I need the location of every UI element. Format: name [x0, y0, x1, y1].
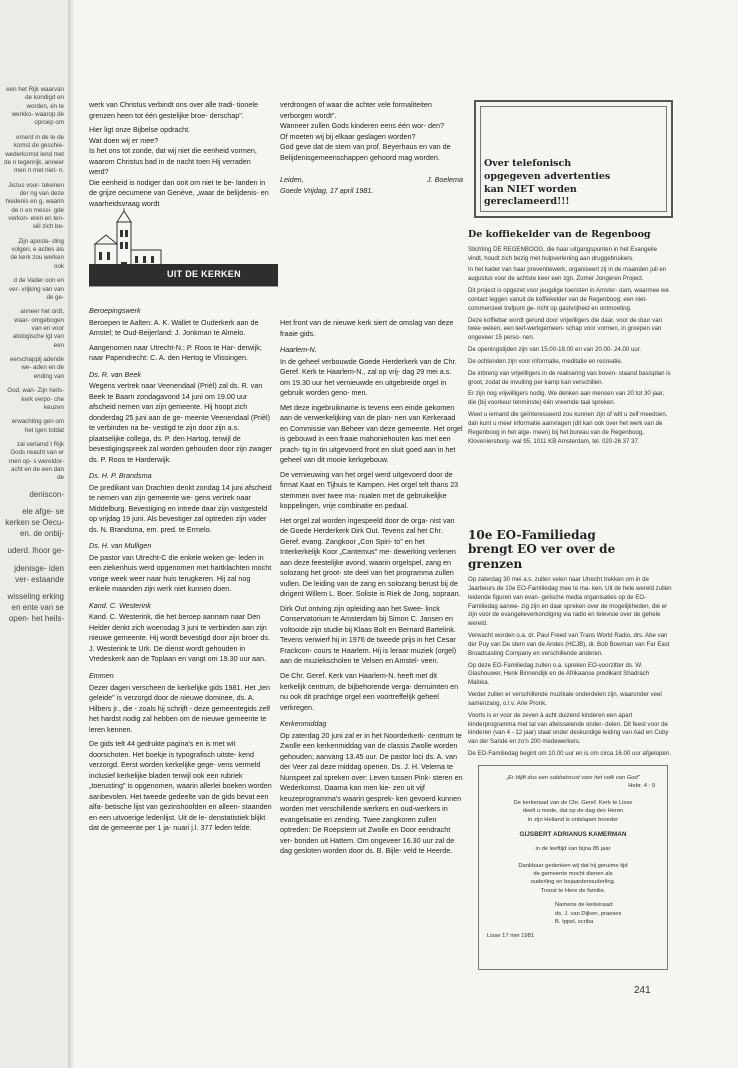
- section-title: UIT DE KERKEN: [167, 269, 241, 279]
- notice-text: in zijn Heiland is ontslapen broeder: [527, 816, 619, 823]
- subheading: Ds. H. van Mulligen: [89, 541, 152, 551]
- paragraph: Wegens vertrek naar Veenendaal (Prièl) zal ds. R. van Beek te Baarn zondagavond 14 juni om 19.00 uur afscheid nemen van zijn gemeente. Hij hoopt zich donderdag 25 juni aan de ge- meente Veenendaal (Prièl) te verbinden na be- vestigd te zijn door zijn a.s. plaatselijke collega, ds. P. den Hartog, terwijl de bevestigingspreek zal worden gehouden door zijn zwager ds. P. Roos te Harderwijk.: [89, 381, 272, 464]
- notice-line: Over telefonisch: [484, 158, 572, 169]
- paragraph: Is het ons tot zonde, dat wij niet die eenheid vormen, waarom Christus bad in de nacht toen Hij verraden werd?: [89, 146, 257, 177]
- page-number: 241: [634, 985, 651, 996]
- paragraph: Hier ligt onze Bijbelse opdracht.: [89, 125, 191, 135]
- notice-line: kan NIET worden: [484, 183, 577, 195]
- death-notice: [478, 765, 668, 970]
- gutter-text: Zijn aposte- ding volgen, e acties als de kerk zou werken ook: [10, 237, 64, 270]
- subheading: Kerkenmiddag: [280, 719, 327, 729]
- notice-text: [484, 158, 610, 209]
- subheading: Beroepingswerk: [89, 306, 141, 315]
- notice-text: Troost te Here de familie.: [540, 887, 606, 894]
- paragraph: Op zaterdag 30 mei a.s. zullen velen naar Utrecht trekken om in de Jaarbeurs de 10e EO-Familiedag mee te ma- ken. Uit de hele wereld zullen leidende figuren van evan- gelische media organisaties op de EO-Familiedag aanwe- zig zijn en daar spreken over de mogelijkheden, die er zijn voor de evangelieverkondiging via radio en televisie over de gehele wereld.: [468, 576, 672, 628]
- section-banner: [89, 264, 278, 287]
- paragraph: werk van Christus verbindt ons over alle tradi- tionele grenzen heen tot één gestelijke broe- derschap".: [89, 100, 258, 120]
- eo-familiedag-article: [468, 528, 672, 762]
- notice-line: opgegeven advertenties: [484, 170, 611, 182]
- church-news-column-2: [280, 318, 463, 861]
- gutter-text: jdenisge- iden ver- estaande: [14, 563, 64, 584]
- notice-signatories: [555, 901, 667, 926]
- notice-text: Namens de kerkeraad:: [555, 902, 614, 909]
- paragraph: Het orgel zal worden ingespeeld door de orga- nist van de Goede Herderkerk Dirk Out. Tevens zal het Chr. Geref. evang. Zangkoor „Con Spiri- to" en het Interkerkelijk Koor „Cantemus" me- dewerking verlenen aan deze feestelijke avond, waarin orgelspel, zang en solozang het groot- ste deel van het programma zullen vullen. De leiding van de zang en solozang berust bij de dirigent Willem L. Boer. Soliste is Riek de Jong, sopraan.: [280, 515, 461, 599]
- article-continuation-left: [89, 100, 272, 213]
- article-subtitle: brengt EO ver over de grenzen: [468, 542, 616, 571]
- paragraph: In de geheel verbouwde Goede Herderkerk van de Chr. Geref. Kerk te Haarlem-N., zal op vrij- dag 29 mei a.s. om 19.30 uur het vernieuwde en uitgebreide orgel in gebruik worden geno- men.: [280, 356, 457, 398]
- previous-page-edge: [0, 0, 72, 1068]
- subheading: Ds. R. van Beek: [89, 369, 141, 379]
- subheading: Emmen: [89, 670, 114, 680]
- gutter-text: Jezus voor- tekenen der ng van deze hiedenis en g, waarin de n en messi- gde verkon- eren en ten- sël zich be-: [5, 181, 64, 231]
- notice-quote: „Er blijft dus een sabbatsrust voor het volk van God": [506, 775, 640, 781]
- gutter-text: anneer het ordt, waar- omgebogen van en voor atologische igt van een: [12, 308, 64, 349]
- notice-text: ds. J. van Dijken, praeses: [555, 910, 622, 917]
- subheading: Ds. H. P. Brandsma: [89, 471, 152, 481]
- gutter-text: deniscon-: [29, 489, 64, 499]
- paragraph: Voorts is er voor de zeven à acht duizend kinderen een apart kinderprogramma met tal van afwisselende onder- delen. Dit feest voor de kinderen (van 4 - 12 jaar) staat onder deskundige leiding van Aad en Coby van der Sande en zo'n 200 medewerkers.: [468, 711, 669, 746]
- paragraph: Dirk Out ontving zijn opleiding aan het Swee- linck Conservatorium te Amsterdam bij Simon C. Jansen en voltooide zijn studie bij Klaas Bolt en Bernard Bartelink. Tevens verwierf hij in 1976 de tweede prijs in het Cesar Frackcon- cours te Haarlem. Hij is leraar muziek (orgel) aan de muziekscholen te Velsen en Amstel- veen.: [280, 603, 457, 666]
- notice-text: in de leeftijd van bijna 85 jaar: [535, 846, 611, 853]
- gutter-text: d de Vader oon en ver- vrijking van van de ge-: [8, 277, 64, 301]
- article-continuation-right: [280, 100, 463, 196]
- paragraph: Deze koffiebar wordt gerund door vrijwilligers die daar, voor de duur van twee weken, een leef-werkgemeen- schap voor vormen, in groepen van ongeveer 15 perso- nen.: [468, 316, 662, 342]
- paragraph: Dezer dagen verscheen de kerkelijke gids 1981. Het „ten geleide" is verzorgd door de nieuwe dominee, ds. A. Hilbers jr., die - zoals hij schrijft - deze gemeentegids zelf het hardst nodig zal hebben om de nieuwe gemeente te leren kennen.: [89, 682, 270, 734]
- paragraph: De openingstijden zijn van 15.00-18.00 en van 20.00- 24.00 uur.: [468, 346, 642, 354]
- notice-text: ouderling en bejaardenouderling.: [530, 879, 616, 886]
- article-title: 10e EO-Familiedag: [468, 528, 596, 542]
- paragraph: God geve dat de stem van prof. Beyerhaus en van de Belijdenisgemeenschappen gehoord mag worden.: [280, 142, 451, 162]
- paragraph: Aangenomen naar Utrecht-N.: P. Roos te Har- derwijk; naar Papendrecht: C. A. den Hertog te Vlissingen.: [89, 342, 262, 363]
- paragraph: De Chr. Geref. Kerk van Haarlem-N. heeft met dit kerkelijk centrum, de bijbehorende verga- derruimten en nu ook dit prachtige orgel een voortreffelijk geheel verkregen.: [280, 670, 459, 712]
- paragraph: De ochtenden zijn voor informatie, meditatie en recreatie.: [468, 357, 623, 365]
- paragraph: In het kader van haar preventiewerk, organiseert zij in de maanden juli en augustus voor de achtste keer een zgn. Zomer Jongeren Project.: [468, 266, 667, 283]
- paragraph: De predikant van Drachten denkt zondag 14 juni afscheid te nemen van zijn gemeente we- gens vertrek naar Middelburg. Bevestiging en intrede daar zijn vastgesteld op vrijdag 19 juni. Als bevestiger zal optreden zijn vader ds. N. Brandsma, em. pred. te Ermelo.: [89, 482, 272, 534]
- paragraph: De gids telt 44 gedrukte pagina's en is met wit doorschoten. Het boekje is typografisch uitste- kend verzorgd. Eerst worden kerkelijke gege- vens vermeld inclusief kerkelijke bladen terwijl ook een rubriek „toerusting" is opgenomen, waarin allerlei boeken worden aanbevolen. Het tweede gedeelte van de gids bevat een alfa- betische lijst van gezinshoofden en alleen- staanden en een uitvoerige ledenlijst. Uit de le- denstatistiek blijkt dat de gemeente per 1 ja- nuari j.l. 377 leden telde.: [89, 739, 272, 833]
- notice-deceased-name: GIJSBERT ADRIANUS KAMERMAN: [519, 830, 627, 838]
- paragraph: Die eenheid is nodiger dan ooit om niet te be- landen in de grijze oecumene van Genève, „waar de belijdenis- en waarheidsvraag wordt: [89, 177, 269, 208]
- notice-place-date: Lisse 17 mei 1981: [487, 933, 535, 940]
- paragraph: Kand. C. Westerink, die het beroep aannam naar Den Helder denkt zich woensdag 3 juni te verbinden aan zijn nieuwe gemeente. Hij wordt bevestigd door zijn broer ds. J. Westerink te Urk. De dienst wordt gehouden in Vredeskerk aan de Toplaan en vangt om 19.30 uur aan.: [89, 612, 270, 664]
- paragraph: Op deze EO-Familiedag zullen o.a. spreken EO-voorzitter ds. W. Glashouwer, Henk Binnendijk en de Afrikaanse predikant Shadrach Maloka.: [468, 661, 650, 687]
- article-title: De koffiekelder van de Regenboog: [468, 229, 651, 240]
- paragraph: Het front van de nieuwe kerk siert de omslag van deze fraaie gids.: [280, 318, 454, 338]
- paragraph: Op zaterdag 20 juni zal er in het Noorderkerk- centrum te Zwolle een kerkenmiddag van de classis Zwolle worden gehouden; aanvang 13.45 uur. De pastor loci ds. A. van der Veer zal deze middag openen. Ds. J. H. Velema te Nunspeet zal spreken over: Leven tussen Pink- steren en Wederkomst. Daarna kan men kie- zen uit vijf keuzeprogramma's waarin gesprek- ken gevoerd kunnen worden met verschillende werkers en oud-werkers in evangelisatie en zending. Twee zangkoren zullen optreden: De Roepstem uit Zwolle en Door eendracht ver- bonden uit Hattem. Om ongeveer 16.30 uur zal de dag gesloten worden door ds. B. Bijle- veld te Heerde.: [280, 730, 463, 856]
- advertisement-notice-box: [474, 100, 673, 218]
- paragraph: Er zijn nog vrijwilligers nodig. We denken aan mensen van 20 tot 30 jaar, die (bij voorkeur tenminste) één vreemde taal spreken.: [468, 390, 665, 407]
- notice-line: gereclameerd!!!: [484, 196, 570, 208]
- notice-text: de gemeente mocht dienen als: [533, 871, 613, 878]
- signature-place: Leiden,: [280, 175, 304, 185]
- paragraph: verdrongen of waar die achter vele formaliteiten verborgen wordt".: [280, 100, 432, 120]
- notice-text: Dankbaar gedenken wij dat hij geruime tijd: [518, 862, 628, 869]
- gutter-text: ele afge- se kerken se Oecu- en. de onbij-: [5, 506, 64, 539]
- notice-text: De kerkeraad van de Chr. Geref. Kerk te Lisse: [513, 799, 633, 806]
- page-fold-shadow: [68, 0, 74, 1068]
- gutter-text: een het Rijk waarvan de kondigd en worden, én te werkko- waarop de oproep om: [6, 86, 64, 127]
- notice-text: deelt u mede, dat op de dag des Heren: [522, 808, 624, 815]
- paragraph: Stichting DE REGENBOOG, die haar uitgangspunten in het Evangelie vindt, houdt zich bezig met hulpverlening aan druggebruikers.: [468, 245, 658, 262]
- paragraph: Of moeten wij bij elkaar geslagen worden?: [280, 131, 416, 141]
- gutter-text: eerschappij adende we- aden en de ending van: [9, 356, 64, 380]
- subheading: Haarlem-N.: [280, 345, 317, 355]
- paragraph: Verder zullen er verschillende muzikale onderdelen zijn, waaronder veel samenzang, o.l.v. Arie Pronk.: [468, 691, 662, 707]
- subheading: Kand. C. Westerink: [89, 600, 151, 610]
- church-news-column-1: [89, 306, 272, 838]
- gutter-text: erwachting gen om het igen totdat: [11, 418, 64, 434]
- signature-date: Goede Vrijdag, 17 april 1981.: [280, 185, 374, 195]
- paragraph: De vernieuwing van het orgel werd uitgevoerd door de firmat Kaat en Tijhuis te Kampen. Het orgel telt thans 23 stemmen over twee ma- nualen met de gebruikelijke koppelingen, vrije combinatie en pedaal.: [280, 469, 459, 511]
- paragraph: De EO-Familiedag begint om 10.00 uur en is om circa 16.00 uur afgelopen.: [468, 750, 671, 758]
- gutter-text: God, wan- Zijn heils- kerk verpo- che keuzen: [7, 387, 64, 411]
- gutter-text: wisseling erking en ente van se open- het heils-: [7, 592, 64, 624]
- paragraph: De inbreng van vrijwilligers in de realisering van boven- staand basisplan is groot, zodat de invulling per kamp kan verschillen.: [468, 369, 671, 386]
- signature: [280, 175, 463, 186]
- notice-reference: Hebr. 4 : 9: [628, 783, 655, 790]
- paragraph: Met deze ingebruikname is tevens een einde gekomen aan de verwerkelijking van de plan- nen van Kerkeraad en Commissie van Beheer van deze gemeente. Het orgel is gebouwd in een fraaie mahoniehouten kas met een prach- tig in tin uitgevoerd front en sluit goed aan in het geheel van dit mooie kerkgebouw.: [280, 402, 463, 465]
- gutter-text: uderd. lhoor ge-: [7, 546, 64, 556]
- paragraph: Wanneer zullen Gods kinderen eens één wor- den?: [280, 121, 444, 131]
- paragraph: De pastor van Utrecht-C die enkele weken ge- leden in een ziekenhuis werd opgenomen met hartklachten mocht vorige week weer naar huis terugkeren. Hij zal nog enkele maanden zijn werk niet kunnen doen.: [89, 552, 272, 594]
- paragraph: Dit project is opgezet voor jeugdige toeristen in Amster- dam, waarmee we contact leggen vanuit de koffiekelder van de Regenboog: een niet-commercieel trefpunt ge- richt op gastvrijheid en ontmoeting.: [468, 287, 669, 312]
- gutter-text: ement in de te de komst de geschie- wederkomst lend met de n tegenrijk, anneer men n met niet- n.: [4, 133, 64, 175]
- paragraph: Weet u iemand die geïnteresseerd zou kunnen zijn of wilt u zelf meedoen, dan kunt u meer informatie aanvragen (dit kan ook over het werk van de Regenboog in het alge- meen) bij het bureau van de Regenboog, Kloveniersburg- wal 95, 1011 KB Amsterdam, tel. 020-26 37 37.: [468, 411, 668, 445]
- paragraph: Beroepen te Aalten: A. K. Wallet te Ouderkerk aan de Amstel; te Oud-Beijerland: J. Jonkman te Almelo.: [89, 317, 259, 338]
- notice-text: B. Ippel, scriba: [555, 918, 594, 925]
- signature-name: J. Boelema: [427, 175, 463, 185]
- gutter-text: zal verlamd t Rijk Gods rwacht van er men op- s wereldor- acht en de een dan de: [8, 440, 64, 482]
- paragraph: Wat doen wij er mee?: [89, 135, 159, 145]
- paragraph: Verwacht worden o.a. dr. Paul Freed van Trans World Radio, drs. Abe van der Puy van De stem van de Andes (HCJB), dr. Bob Bowman van Far East Broadcasting Company en verschillende anderen.: [468, 632, 670, 657]
- koffiekelder-article: [468, 228, 672, 449]
